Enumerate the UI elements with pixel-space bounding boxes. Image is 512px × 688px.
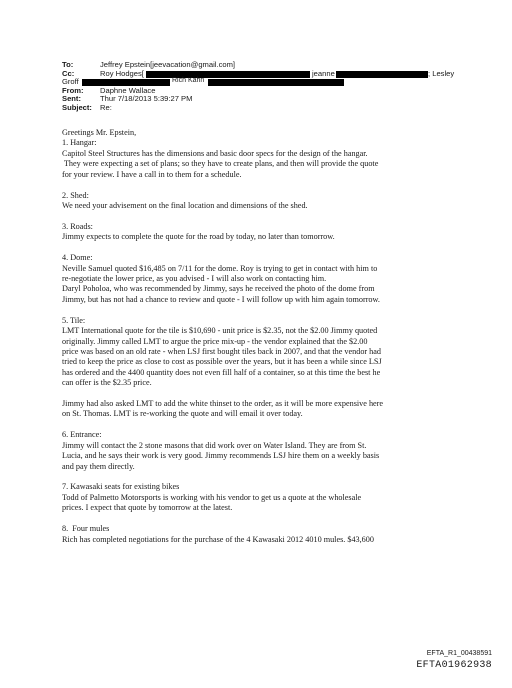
redaction-bar — [336, 71, 428, 78]
section-dome — [62, 253, 462, 305]
paragraph-line: price was based on an old rate - when LSJ first bought tiles back in 2007, and that the vendor had — [62, 346, 382, 356]
cc-name-rich: Rich Kahn — [172, 77, 205, 85]
section-hangar — [62, 138, 462, 180]
paragraph-line: They were expecting a set of plans; so they have to create plans, and then will provide the quote — [62, 159, 379, 169]
paragraph-line: Capitol Steel Structures has the dimensions and basic door specs for the design of the hangar. — [62, 148, 368, 158]
paragraph-line: has ordered and the 4400 quantity does not even fill half of a container, so at this time the best he — [62, 367, 381, 377]
paragraph-line: and pay them directly. — [62, 461, 135, 471]
paragraph-line: Jimmy, but has not had a chance to review and quote - I will follow up with him again tomorrow. — [62, 294, 380, 304]
paragraph-line: for your review. I have a call in to them for a schedule. — [62, 169, 242, 179]
paragraph-line: LMT International quote for the tile is $10,690 - unit price is $2.35, not the $2.00 Jimmy quoted — [62, 326, 378, 336]
bates-stamp-secondary: EFTA01962938 — [416, 660, 492, 671]
cc-name-groff: Groff — [62, 77, 79, 87]
paragraph-line: Jimmy expects to complete the quote for the road by today, no later than tomorrow. — [62, 232, 335, 242]
email-body — [62, 128, 462, 556]
from-label: From: — [62, 85, 84, 95]
paragraph-line: originally. Jimmy called LMT to argue the price mix-up - the vendor explained that the $2.00 — [62, 336, 368, 346]
email-header — [62, 61, 462, 113]
section-four-mules — [62, 524, 462, 545]
paragraph-line: We need your advisement on the final location and dimensions of the shed. — [62, 200, 308, 210]
paragraph-line: tried to keep the price as close to cost as possible over the years, but it has been a while since LSJ — [62, 357, 382, 367]
section-roads — [62, 222, 462, 243]
paragraph-line: Rich has completed negotiations for the purchase of the 4 Kawasaki 2012 4010 mules. $43,600 — [62, 534, 374, 544]
to-label: To: — [62, 60, 74, 69]
section-title: 5. Tile: — [62, 315, 86, 325]
subject-label: Subject: — [62, 102, 92, 112]
section-title: 1. Hangar: — [62, 138, 97, 148]
paragraph-line: Lucia, and he says their work is very good. Jimmy recommends LSJ hire them on a weekly basis — [62, 451, 380, 461]
subject-row — [62, 104, 462, 113]
section-kawasaki-seats — [62, 482, 462, 513]
section-title: 6. Entrance: — [62, 430, 102, 440]
greeting: Greetings Mr. Epstein, — [62, 128, 137, 137]
section-title: 2. Shed: — [62, 190, 89, 200]
bates-stamp-primary: EFTA_R1_00438591 — [426, 650, 492, 657]
paragraph-line: Jimmy had also asked LMT to add the white thinset to the order, as it will be more expensive here — [62, 399, 384, 409]
redaction-bar — [146, 71, 310, 78]
section-tile — [62, 316, 462, 389]
cc-name-lesley: ; Lesley — [428, 68, 455, 78]
paragraph-line: can offer is the $2.35 price. — [62, 378, 152, 388]
section-tile-thinset — [62, 399, 462, 420]
paragraph-line: Jimmy will contact the 2 stone masons that did work over on Water Island. They are from St. — [62, 440, 367, 450]
section-title: 4. Dome: — [62, 253, 93, 263]
paragraph-line: on St. Thomas. LMT is re-working the quote and will email it over today. — [62, 409, 303, 419]
cc-name-jeanne: jeanne — [312, 68, 335, 78]
cc-name-roy: Roy Hodges[ — [100, 68, 144, 78]
cc-row — [62, 70, 462, 79]
to-value: Jeffrey Epstein[jeevacation@gmail.com] — [100, 60, 236, 69]
section-entrance — [62, 430, 462, 472]
from-value: Daphne Wallace — [100, 85, 156, 95]
section-title: 7. Kawasaki seats for existing bikes — [62, 482, 180, 492]
section-title: 8. Four mules — [62, 524, 110, 534]
section-shed — [62, 191, 462, 212]
sent-value: Thur 7/18/2013 5:39:27 PM — [100, 94, 193, 104]
paragraph-line: prices. I expect that quote by tomorrow at the latest. — [62, 503, 233, 513]
section-title: 3. Roads: — [62, 221, 93, 231]
sent-row — [62, 95, 462, 104]
cc-label: Cc: — [62, 68, 75, 78]
subject-value: Re: — [100, 102, 112, 112]
sent-label: Sent: — [62, 94, 81, 104]
paragraph-line: Todd of Palmetto Motorsports is working with his vendor to get us a quote at the wholesale — [62, 492, 362, 502]
redaction-bar — [208, 79, 344, 86]
paragraph-line: re-negotiate the lower price, as you advised - I will also work on contacting him. — [62, 273, 327, 283]
paragraph-line: Daryl Poholoa, who was recommended by Jimmy, says he received the photo of the dome from — [62, 284, 375, 294]
paragraph-line: Neville Samuel quoted $16,485 on 7/11 for the dome. Roy is trying to get in contact with him to — [62, 263, 378, 273]
